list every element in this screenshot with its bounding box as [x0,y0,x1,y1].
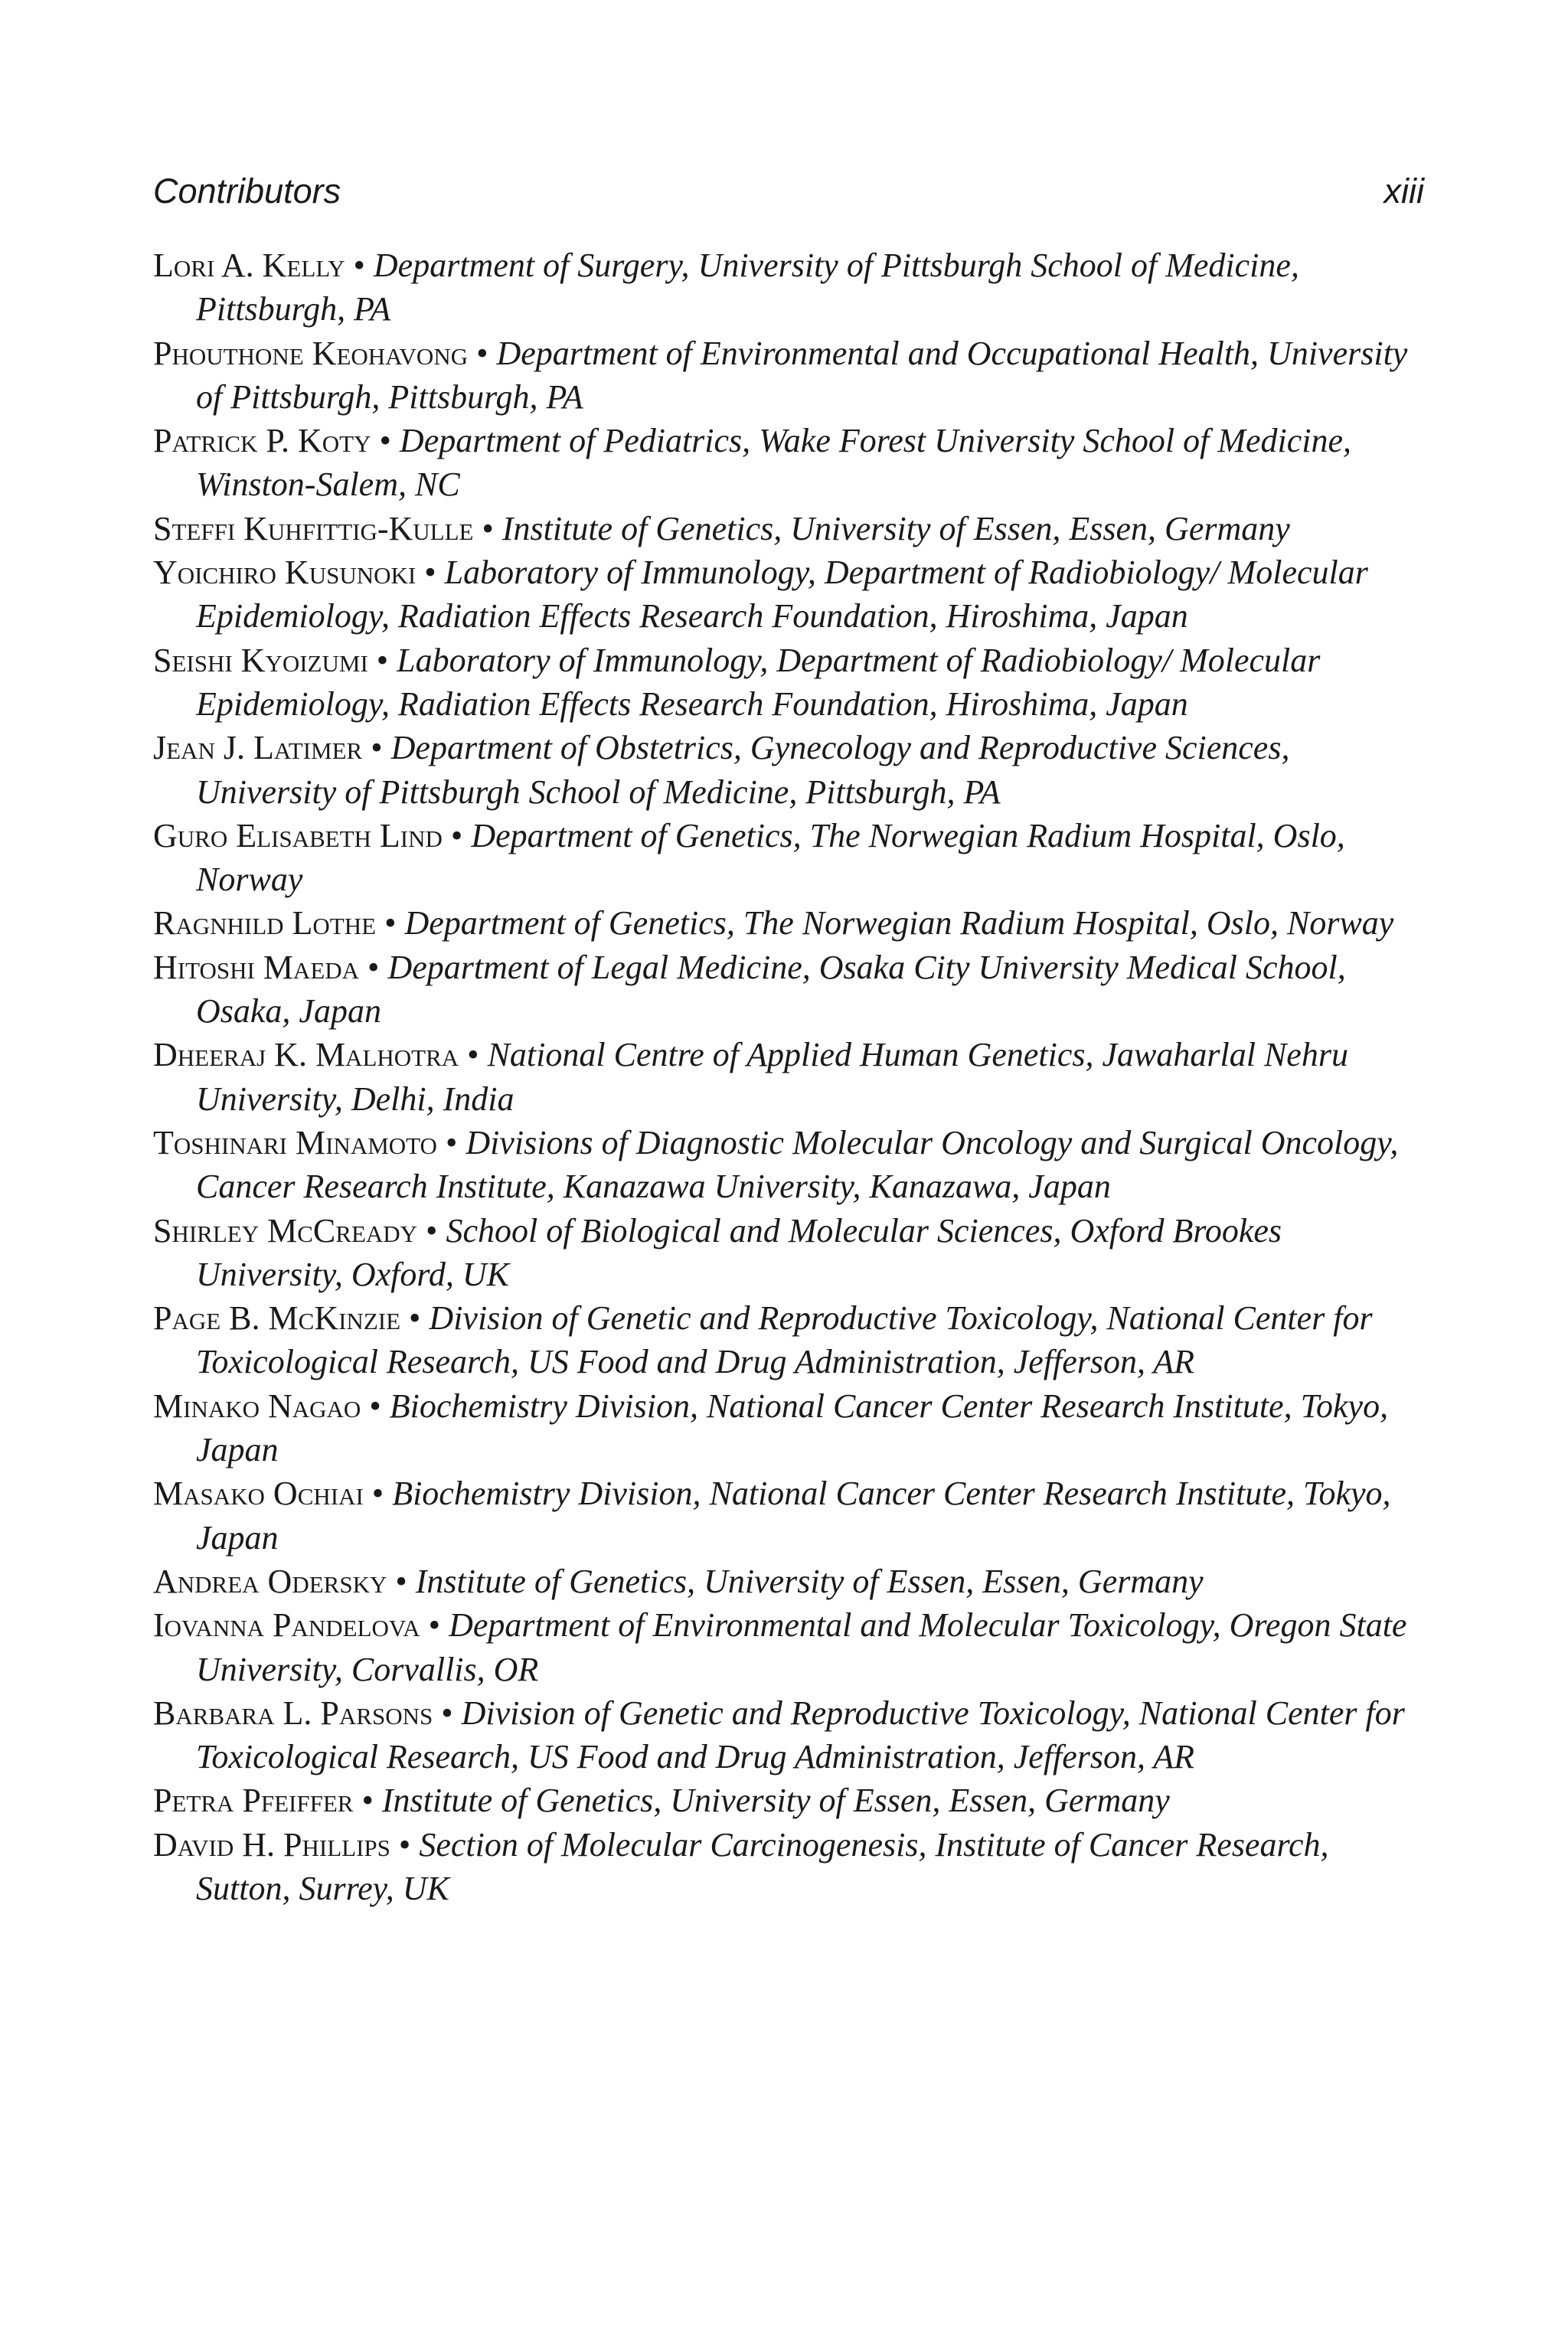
contributor-affiliation: Laboratory of Immunology, Department of Radiobiology/ Molecular Epidemiology, Radiation Effects Research Foundation, Hiroshima, Japan [196,554,1368,635]
contributor-affiliation: Biochemistry Division, National Cancer Center Research Institute, Tokyo, Japan [196,1475,1391,1557]
contributor-affiliation: School of Biological and Molecular Sciences, Oxford Brookes University, Oxford, UK [196,1211,1282,1293]
contributor-affiliation: Department of Obstetrics, Gynecology and Reproductive Sciences, University of Pittsburgh School of Medicine, Pittsburgh, PA [196,729,1290,811]
separator-bullet: • [371,729,383,767]
contributor-affiliation: Department of Legal Medicine, Osaka City University Medical School, Osaka, Japan [196,948,1346,1031]
contributor-name: Yoichiro Kusunoki [153,554,416,592]
separator-bullet: • [476,334,488,372]
contributor-affiliation: Division of Genetic and Reproductive Toxicology, National Center for Toxicological Research, US Food and Drug Administration, Jefferson, AR [196,1299,1373,1381]
separator-bullet: • [482,509,494,547]
contributor-entry [153,507,1424,550]
separator-bullet: • [371,1475,384,1513]
contributor-name: Andrea Odersky [153,1562,387,1600]
contributor-affiliation: National Centre of Applied Human Genetics, Jawaharlal Nehru University, Delhi, India [196,1036,1348,1118]
contributor-affiliation: Division of Genetic and Reproductive Toxicology, National Center for Toxicological Research, US Food and Drug Administration, Jefferson, AR [196,1694,1405,1776]
separator-bullet: • [369,1387,381,1425]
contributor-entry [153,639,1424,727]
separator-bullet: • [398,1825,411,1864]
contributor-affiliation: Divisions of Diagnostic Molecular Oncology and Surgical Oncology, Cancer Research Institute, Kanazawa University, Kanazawa, Japan [196,1123,1399,1206]
contributor-affiliation: Department of Pediatrics, Wake Forest University School of Medicine, Winston-Salem, NC [196,422,1352,504]
contributor-affiliation: Department of Environmental and Occupational Health, University of Pittsburgh, Pittsburgh, PA [196,334,1408,416]
contributor-entry [153,1121,1424,1209]
contributor-affiliation: Laboratory of Immunology, Department of Radiobiology/ Molecular Epidemiology, Radiation Effects Research Foundation, Hiroshima, Japan [196,641,1321,723]
contributor-affiliation: Department of Genetics, The Norwegian Radium Hospital, Oslo, Norway [404,904,1394,942]
contributor-entry [153,1779,1424,1822]
contributor-entry [153,1691,1424,1779]
contributor-name: Jean J. Latimer [153,729,363,767]
contributor-entry [153,1823,1424,1911]
contributor-entry [153,243,1424,332]
separator-bullet: • [428,1606,441,1645]
contributor-entry [153,814,1424,902]
contributor-affiliation: Institute of Genetics, University of Essen, Essen, Germany [381,1782,1170,1820]
contributor-name: Toshinari Minamoto [153,1123,437,1161]
separator-bullet: • [368,948,380,986]
contributor-name: Masako Ochiai [153,1475,364,1513]
contributor-entry [153,419,1424,507]
separator-bullet: • [395,1562,407,1600]
separator-bullet: • [441,1694,453,1732]
contributor-name: Lori A. Kelly [153,247,345,284]
contributor-affiliation: Biochemistry Division, National Cancer Center Research Institute, Tokyo, Japan [196,1387,1389,1469]
contributor-affiliation: Institute of Genetics, University of Essen, Essen, Germany [415,1562,1204,1600]
separator-bullet: • [376,641,389,679]
contributor-affiliation: Department of Genetics, The Norwegian Radium Hospital, Oslo, Norway [196,816,1345,899]
contributor-name: Dheeraj K. Malhotra [153,1036,459,1074]
page-number: xiii [1383,172,1424,211]
contributor-name: David H. Phillips [153,1825,390,1864]
contributor-name: Steffi Kuhfittig-Kulle [153,509,474,547]
contributor-name: Phouthone Keohavong [153,334,469,372]
separator-bullet: • [467,1036,479,1074]
contributor-entry [153,901,1424,945]
contributor-entry [153,1560,1424,1603]
contributor-name: Minako Nagao [153,1387,361,1425]
contributor-entry [153,946,1424,1034]
contributor-name: Page B. McKinzie [153,1299,401,1338]
contributor-entry [153,1296,1424,1384]
contributor-entry [153,726,1424,814]
contributor-affiliation: Section of Molecular Carcinogenesis, Institute of Cancer Research, Sutton, Surrey, UK [196,1825,1329,1907]
contributor-affiliation: Institute of Genetics, University of Essen, Essen, Germany [501,509,1290,547]
contributor-name: Seishi Kyoizumi [153,641,368,679]
separator-bullet: • [426,1211,438,1250]
contributor-name: Hitoshi Maeda [153,948,360,986]
separator-bullet: • [450,816,463,854]
separator-bullet: • [384,904,397,942]
contributor-entry [153,1209,1424,1297]
contributor-name: Petra Pfeiffer [153,1782,354,1820]
contributor-name: Shirley McCready [153,1211,418,1250]
contributor-name: Guro Elisabeth Lind [153,816,443,854]
contributor-entry [153,550,1424,639]
separator-bullet: • [379,422,391,460]
separator-bullet: • [424,554,436,592]
separator-bullet: • [353,247,365,284]
contributor-entry [153,1472,1424,1560]
contributor-entry [153,1384,1424,1472]
contributors-page [153,168,1424,1910]
contributor-affiliation: Department of Environmental and Molecular Toxicology, Oregon State University, Corvallis, OR [196,1606,1407,1688]
contributor-entry [153,1603,1424,1691]
contributor-entry [153,1033,1424,1121]
contributor-name: Iovanna Pandelova [153,1606,420,1645]
separator-bullet: • [445,1123,458,1161]
contributor-name: Barbara L. Parsons [153,1694,433,1732]
contributor-entry [153,332,1424,420]
contributor-affiliation: Department of Surgery, University of Pittsburgh School of Medicine, Pittsburgh, PA [196,247,1299,328]
running-head [153,168,1424,214]
contributor-list [153,243,1424,1910]
contributor-name: Ragnhild Lothe [153,904,377,942]
running-head-title: Contributors [153,172,341,211]
contributor-name: Patrick P. Koty [153,422,371,460]
separator-bullet: • [361,1782,374,1820]
separator-bullet: • [409,1299,421,1338]
